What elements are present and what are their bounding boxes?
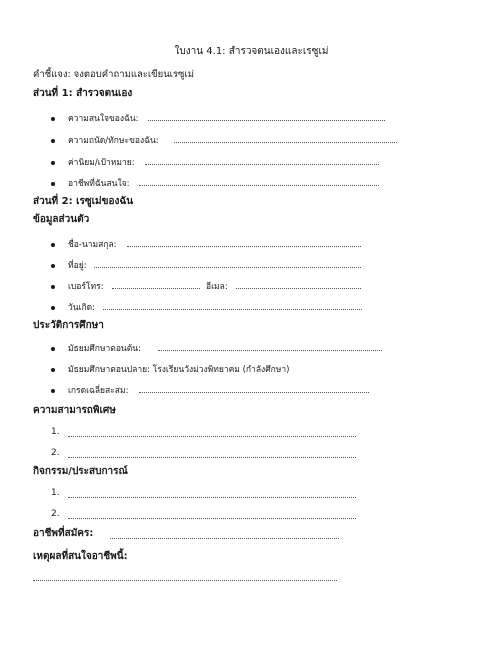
email-label: อีเมล: (206, 282, 228, 292)
gpa-label: เกรดเฉลี่ยสะสม: (68, 386, 129, 396)
address-answer-line[interactable] (94, 267, 361, 268)
name-answer-line[interactable] (127, 246, 361, 247)
values-label: ค่านิยม/เป้าหมาย: (68, 158, 135, 168)
aptitude-label: ความถนัด/ทักษะของฉัน: (68, 136, 159, 146)
reason-answer-line[interactable] (33, 580, 337, 581)
job-applied-label: อาชีพที่สมัคร: (33, 528, 94, 539)
lower-secondary-label: มัธยมศึกษาตอนต้น: (68, 344, 141, 354)
gpa-answer-line[interactable] (139, 392, 369, 393)
activity-number: 1. (51, 488, 60, 498)
skill-2-answer-line[interactable] (68, 457, 356, 458)
career-interest-answer-line[interactable] (139, 185, 379, 186)
name-label: ชื่อ-นามสกุล: (68, 240, 117, 250)
upper-secondary-label: มัธยมศึกษาตอนปลาย: โรงเรียนวังม่วงพิทยาคม (กำลังศึกษา) (68, 365, 290, 375)
activity-number: 2. (51, 509, 60, 519)
phone-label: เบอร์โทร: (68, 282, 104, 292)
activities-heading: กิจกรรม/ประสบการณ์ (33, 466, 128, 477)
bullet-icon (51, 243, 55, 247)
skill-1-answer-line[interactable] (68, 436, 356, 437)
part2-heading: ส่วนที่ 2: เรซูเม่ของฉัน (33, 196, 134, 207)
career-interest-label: อาชีพที่ฉันสนใจ: (68, 179, 130, 189)
skill-number: 2. (51, 448, 60, 458)
email-answer-line[interactable] (236, 288, 361, 289)
bullet-icon (51, 182, 55, 186)
aptitude-answer-line[interactable] (174, 142, 397, 143)
skill-number: 1. (51, 427, 60, 437)
activity-1-answer-line[interactable] (68, 497, 356, 498)
bullet-icon (51, 368, 55, 372)
interest-label: ความสนใจของฉัน: (68, 114, 139, 124)
bullet-icon (51, 264, 55, 268)
bullet-icon (51, 347, 55, 351)
interest-answer-line[interactable] (148, 120, 385, 121)
job-applied-answer-line[interactable] (110, 538, 339, 539)
bullet-icon (51, 389, 55, 393)
bullet-icon (51, 161, 55, 165)
bullet-icon (51, 285, 55, 289)
values-answer-line[interactable] (145, 164, 379, 165)
birthdate-label: วันเกิด: (68, 303, 96, 313)
personal-info-heading: ข้อมูลส่วนตัว (33, 214, 90, 225)
page-title: ใบงาน 4.1: สำรวจตนเองและเรซูเม่ (174, 46, 329, 57)
bullet-icon (51, 139, 55, 143)
part1-heading: ส่วนที่ 1: สำรวจตนเอง (33, 88, 133, 99)
phone-answer-line[interactable] (112, 288, 200, 289)
activity-2-answer-line[interactable] (68, 518, 356, 519)
lower-secondary-answer-line[interactable] (158, 350, 382, 351)
reason-label: เหตุผลที่สนใจอาชีพนี้: (33, 551, 128, 562)
bullet-icon (51, 117, 55, 121)
address-label: ที่อยู่: (68, 261, 87, 271)
instruction-text: คำชี้แจง: จงตอบคำถามและเขียนเรซูเม่ (33, 69, 194, 80)
education-heading: ประวัติการศึกษา (33, 320, 104, 331)
bullet-icon (51, 306, 55, 310)
birthdate-answer-line[interactable] (103, 309, 362, 310)
skills-heading: ความสามารถพิเศษ (33, 405, 116, 416)
